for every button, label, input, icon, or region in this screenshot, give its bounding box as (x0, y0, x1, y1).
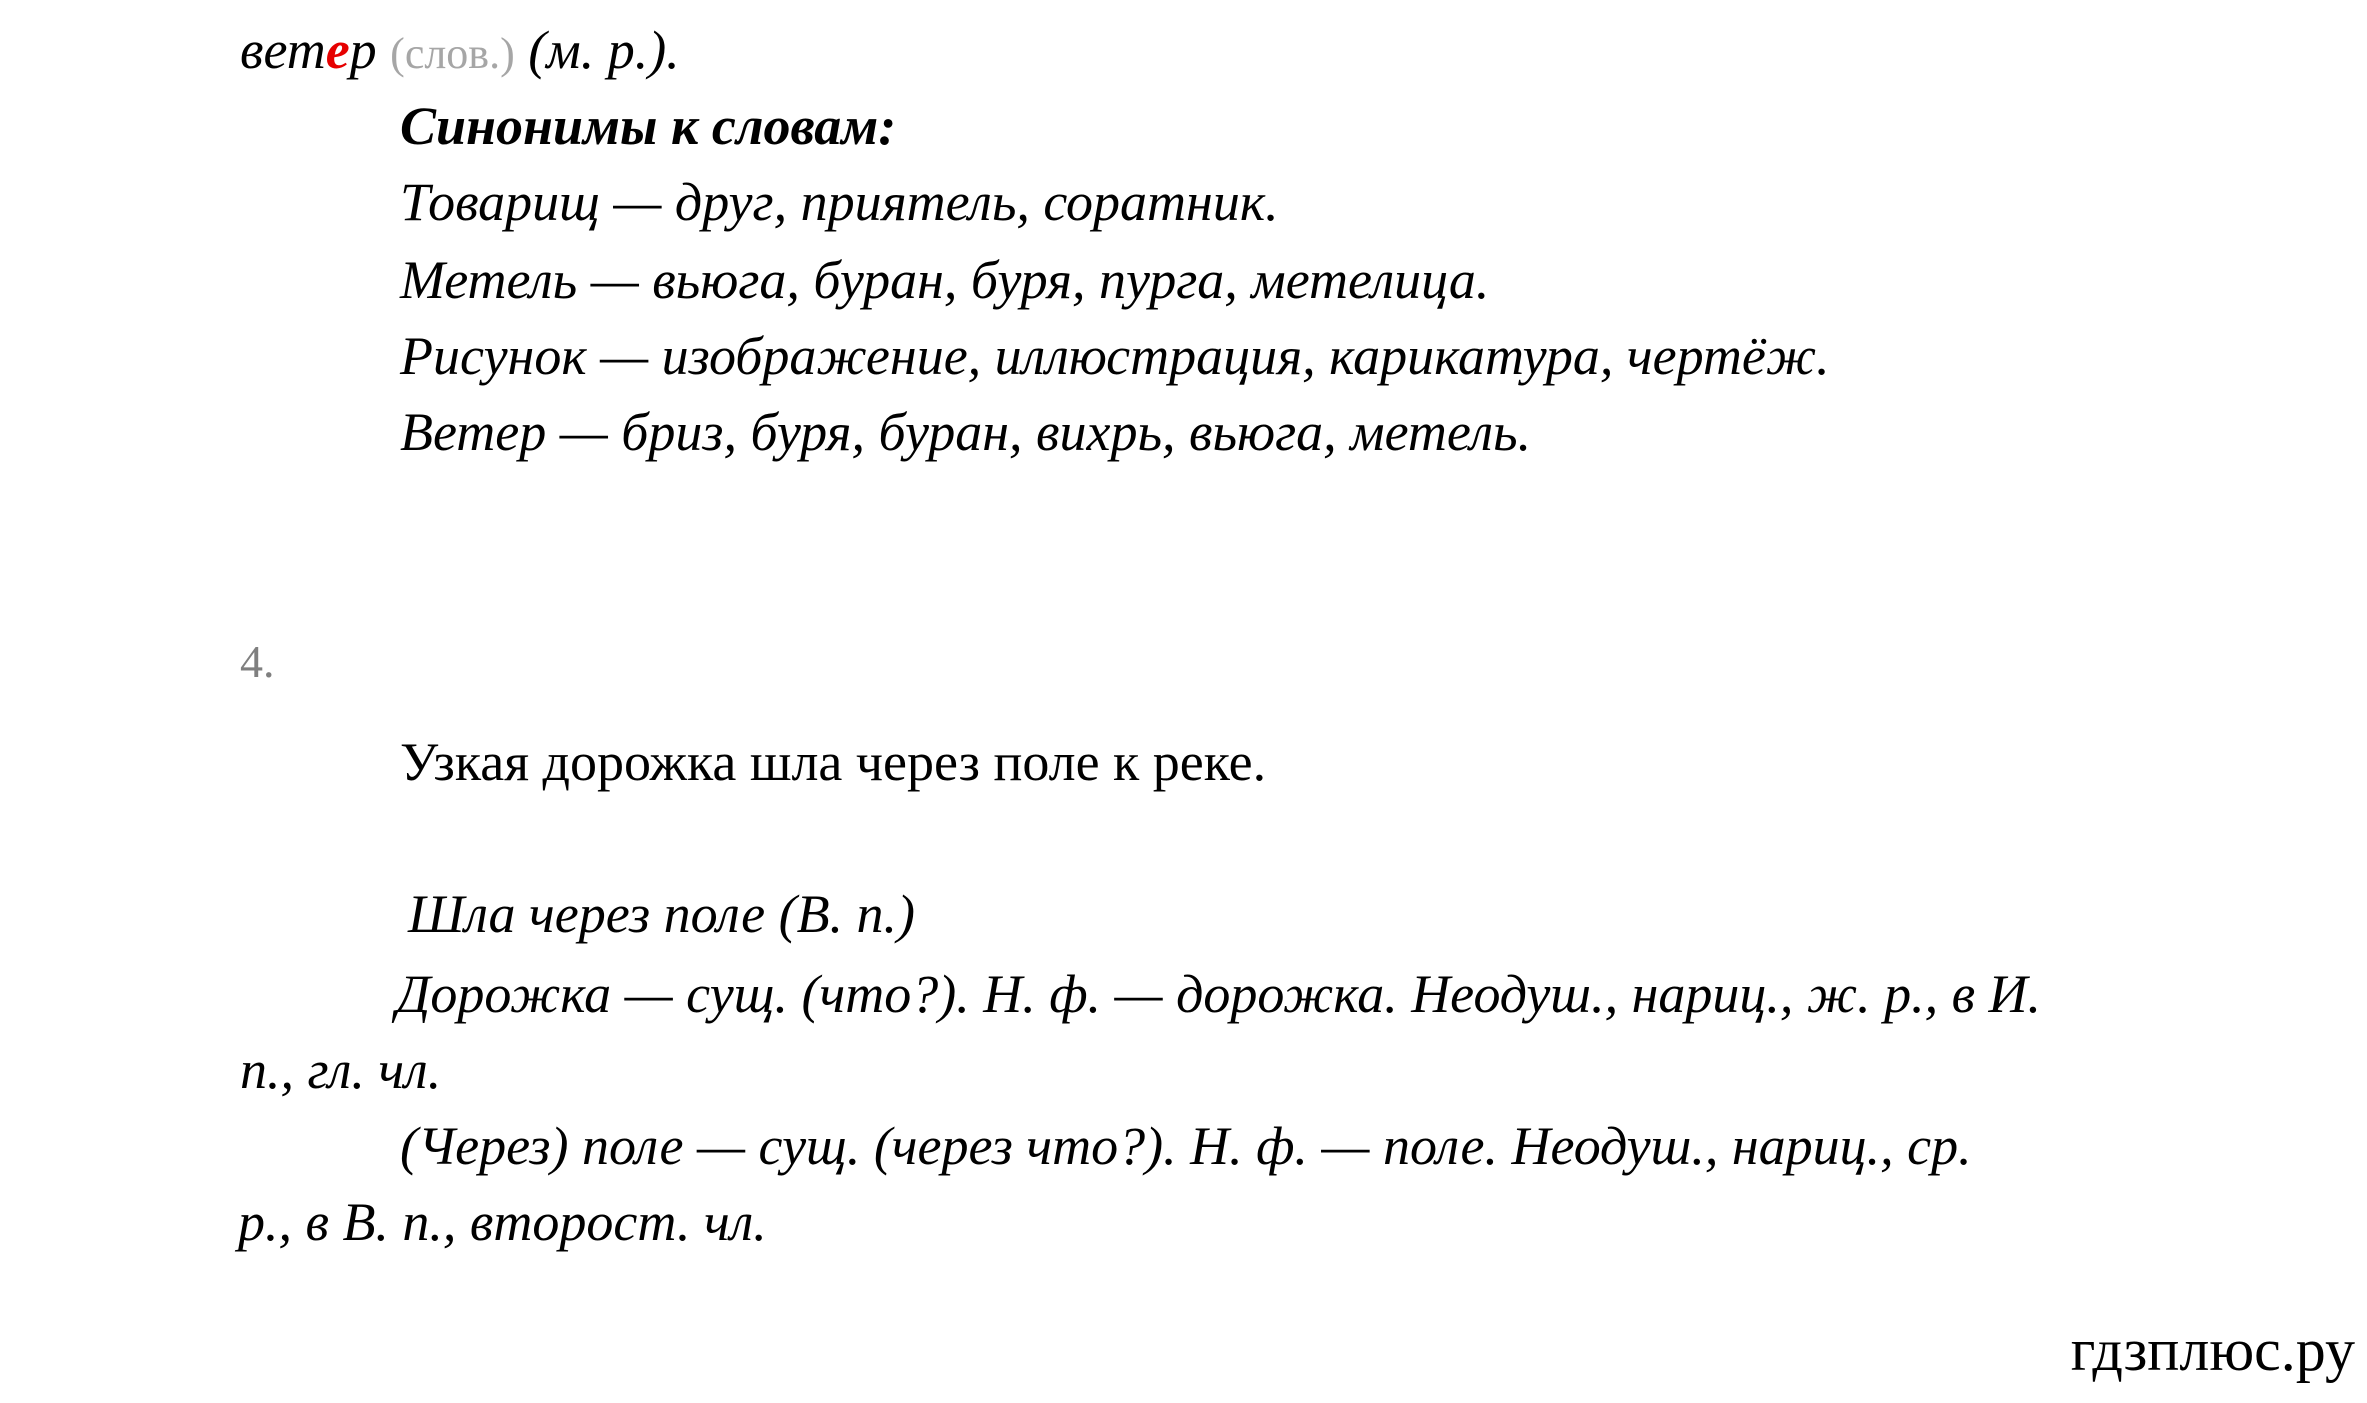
analysis-line: Дорожка — сущ. (что?). Н. ф. — дорожка. Неодуш., нариц., ж. р., в И. (396, 964, 2042, 1024)
synonym-line: Ветер — бриз, буря, буран, вихрь, вьюга, метель. (400, 402, 1532, 462)
site-watermark: гдзплюс.ру (2070, 1317, 2355, 1383)
analysis-line: р., в В. п., второст. чл. (238, 1192, 767, 1252)
synonym-line: Рисунок — изображение, иллюстрация, карикатура, чертёж. (400, 326, 1830, 386)
task-number: 4. (240, 636, 275, 687)
analysis-line: (Через) поле — сущ. (через что?). Н. ф. — поле. Неодуш., нариц., ср. (400, 1116, 1972, 1176)
header-word-line (240, 18, 680, 86)
analysis-line: п., гл. чл. (240, 1040, 442, 1100)
synonym-line: Товарищ — друг, приятель, соратник. (400, 172, 1279, 232)
gender-note: (м. р.). (528, 20, 680, 80)
header-word-start: вет (240, 20, 326, 80)
dictionary-note: (слов.) (390, 29, 515, 78)
synonyms-title: Синонимы к словам: (400, 96, 897, 156)
task-sentence: Узкая дорожка шла через поле к реке. (400, 732, 1267, 792)
header-word-accent-letter: е (325, 20, 350, 80)
header-word-end: р (349, 20, 377, 80)
synonym-line: Метель — вьюга, буран, буря, пурга, метелица. (400, 250, 1490, 310)
task-phrase: Шла через поле (В. п.) (408, 884, 916, 944)
